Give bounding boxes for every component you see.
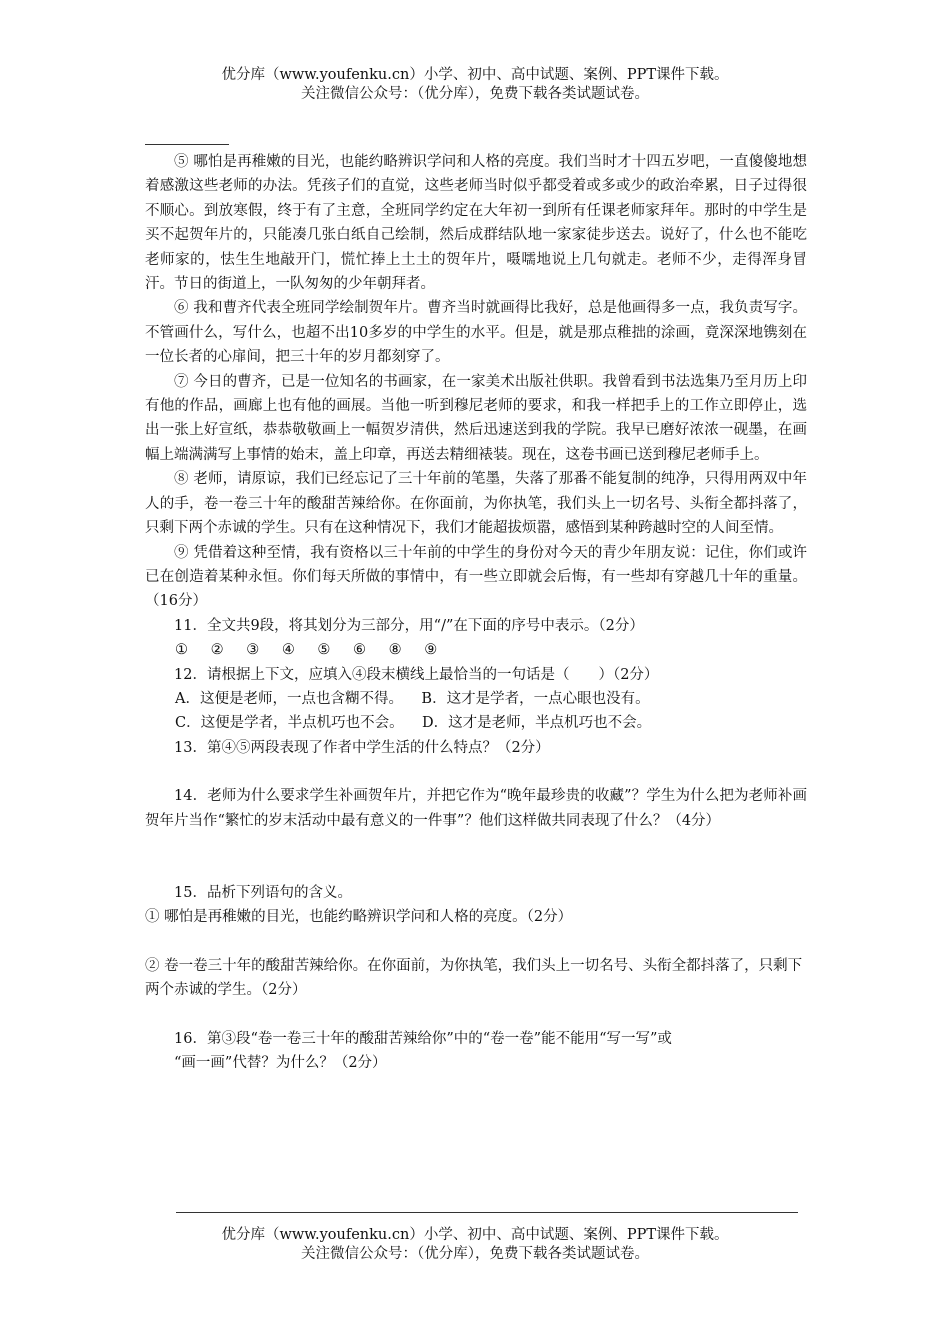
question-13: 13．第④⑤两段表现了作者中学生活的什么特点？（2分） xyxy=(174,739,550,756)
document-body xyxy=(145,150,807,1075)
paragraph-6: ⑥ 我和曹齐代表全班同学绘制贺年片。曹齐当时就画得比我好，总是他画得多一点，我负责写字。不管画什么，写什么，也超不出10多岁的中学生的水平。但是，就是那点稚拙的涂画，竟深深地镌刻在一位长者的心扉间，把三十年的岁月都刻穿了。 xyxy=(145,300,807,366)
footer-line-1: 优分库（www.youfenku.cn）小学、初中、高中试题、案例、PPT课件下载。 xyxy=(221,1227,729,1243)
question-12-options-cd xyxy=(145,711,807,735)
question-14: 14．老师为什么要求学生补画贺年片，并把它作为“晚年最珍贵的收藏”？学生为什么把为老师补画贺年片当作“繁忙的岁末活动中最有意义的一件事”？他们这样做共同表现了什么？（4分） xyxy=(145,788,807,829)
question-15-item-1: ① 哪怕是再稚嫩的目光，也能约略辨识学问和人格的亮度。（2分） xyxy=(145,909,573,926)
question-15: 15．品析下列语句的含义。 xyxy=(174,884,352,901)
option-c: C．这便是学者，半点机巧也不会。 xyxy=(175,715,404,732)
question-12-options-ab xyxy=(145,687,807,711)
footer-line-2: 关注微信公众号：（优分库），免费下载各类试题试卷。 xyxy=(301,1246,649,1262)
question-15-item-2: ② 卷一卷三十年的酸甜苦辣给你。在你面前，为你执笔，我们头上一切名号、头衔全都抖落了，只剩下两个赤诚的学生。（2分） xyxy=(145,957,803,999)
paragraph-9: ⑨ 凭借着这种至情，我有资格以三十年前的中学生的身份对今天的青少年朋友说：记住，你们或许已在创造着某种永恒。你们每天所做的事情中，有一些立即就会后悔，有一些却有穿越几十年的重量。（16分） xyxy=(145,544,807,610)
paragraph-7: ⑦ 今日的曹齐，已是一位知名的书画家，在一家美术出版社供职。我曾看到书法选集乃至月历上印有他的作品，画廊上也有他的画展。当他一听到穆尼老师的要求，和我一样把手上的工作立即停止，选出一张上好宣纸，恭恭敬敬画上一幅贺岁清供，然后迅速送到我的学院。我早已磨好浓浓一砚墨，在画幅上端满满写上事情的始末，盖上印章，再送去精细裱装。现在，这卷书画已送到穆尼老师手上。 xyxy=(145,373,807,463)
option-b: B．这才是学者，一点心眼也没有。 xyxy=(421,690,650,707)
page-header xyxy=(0,66,950,104)
question-12: 12．请根据上下文，应填入④段末横线上最恰当的一句话是（ ）（2分） xyxy=(174,666,659,683)
question-11-sequence: ① ② ③ ④ ⑤ ⑥ ⑧ ⑨ xyxy=(175,642,447,659)
paragraph-8: ⑧ 老师，请原谅，我们已经忘记了三十年前的笔墨，失落了那番不能复制的纯净，只得用两双中年人的手，卷一卷三十年的酸甜苦辣给你。在你面前，为你执笔，我们头上一切名号、头衔全都抖落了，只剩下两个赤诚的学生。只有在这种情况下，我们才能超拔烦嚣，感悟到某种跨越时空的人间至情。 xyxy=(145,471,807,537)
question-16-line-1: 16．第③段“卷一卷三十年的酸甜苦辣给你”中的“卷一卷”能不能用“写一写”或 xyxy=(174,1030,672,1047)
header-line-1: 优分库（www.youfenku.cn）小学、初中、高中试题、案例、PPT课件下载。 xyxy=(221,67,729,83)
header-line-2: 关注微信公众号：（优分库），免费下载各类试题试卷。 xyxy=(301,86,649,102)
question-16-line-2: “画一画”代替？为什么？（2分） xyxy=(174,1055,387,1071)
question-11: 11．全文共9段，将其划分为三部分，用“/”在下面的序号中表示。（2分） xyxy=(174,617,644,634)
paragraph-5: ⑤ 哪怕是再稚嫩的目光，也能约略辨识学问和人格的亮度。我们当时才十四五岁吧，一直傻傻地想着感激这些老师的办法。凭孩子们的直觉，这些老师当时似乎都受着或多或少的政治牵累，日子过得很不顺心。到放寒假，终于有了主意，全班同学约定在大年初一到所有任课老师家拜年。那时的中学生是买不起贺年片的，只能凑几张白纸自己绘制，然后成群结队地一家家徒步送去。说好了，什么也不能吃老师家的，怯生生地敲开门，慌忙捧上土土的贺年片，嗫嚅地说上几句就走。老师不少，走得浑身冒汗。节日的街道上，一队匆匆的少年朝拜者。 xyxy=(145,154,807,293)
page-footer xyxy=(0,1226,950,1264)
footer-divider xyxy=(176,1212,798,1213)
footnote-divider xyxy=(145,144,229,145)
option-a: A．这便是老师，一点也含糊不得。 xyxy=(175,690,403,707)
option-d: D．这才是老师，半点机巧也不会。 xyxy=(422,715,652,732)
